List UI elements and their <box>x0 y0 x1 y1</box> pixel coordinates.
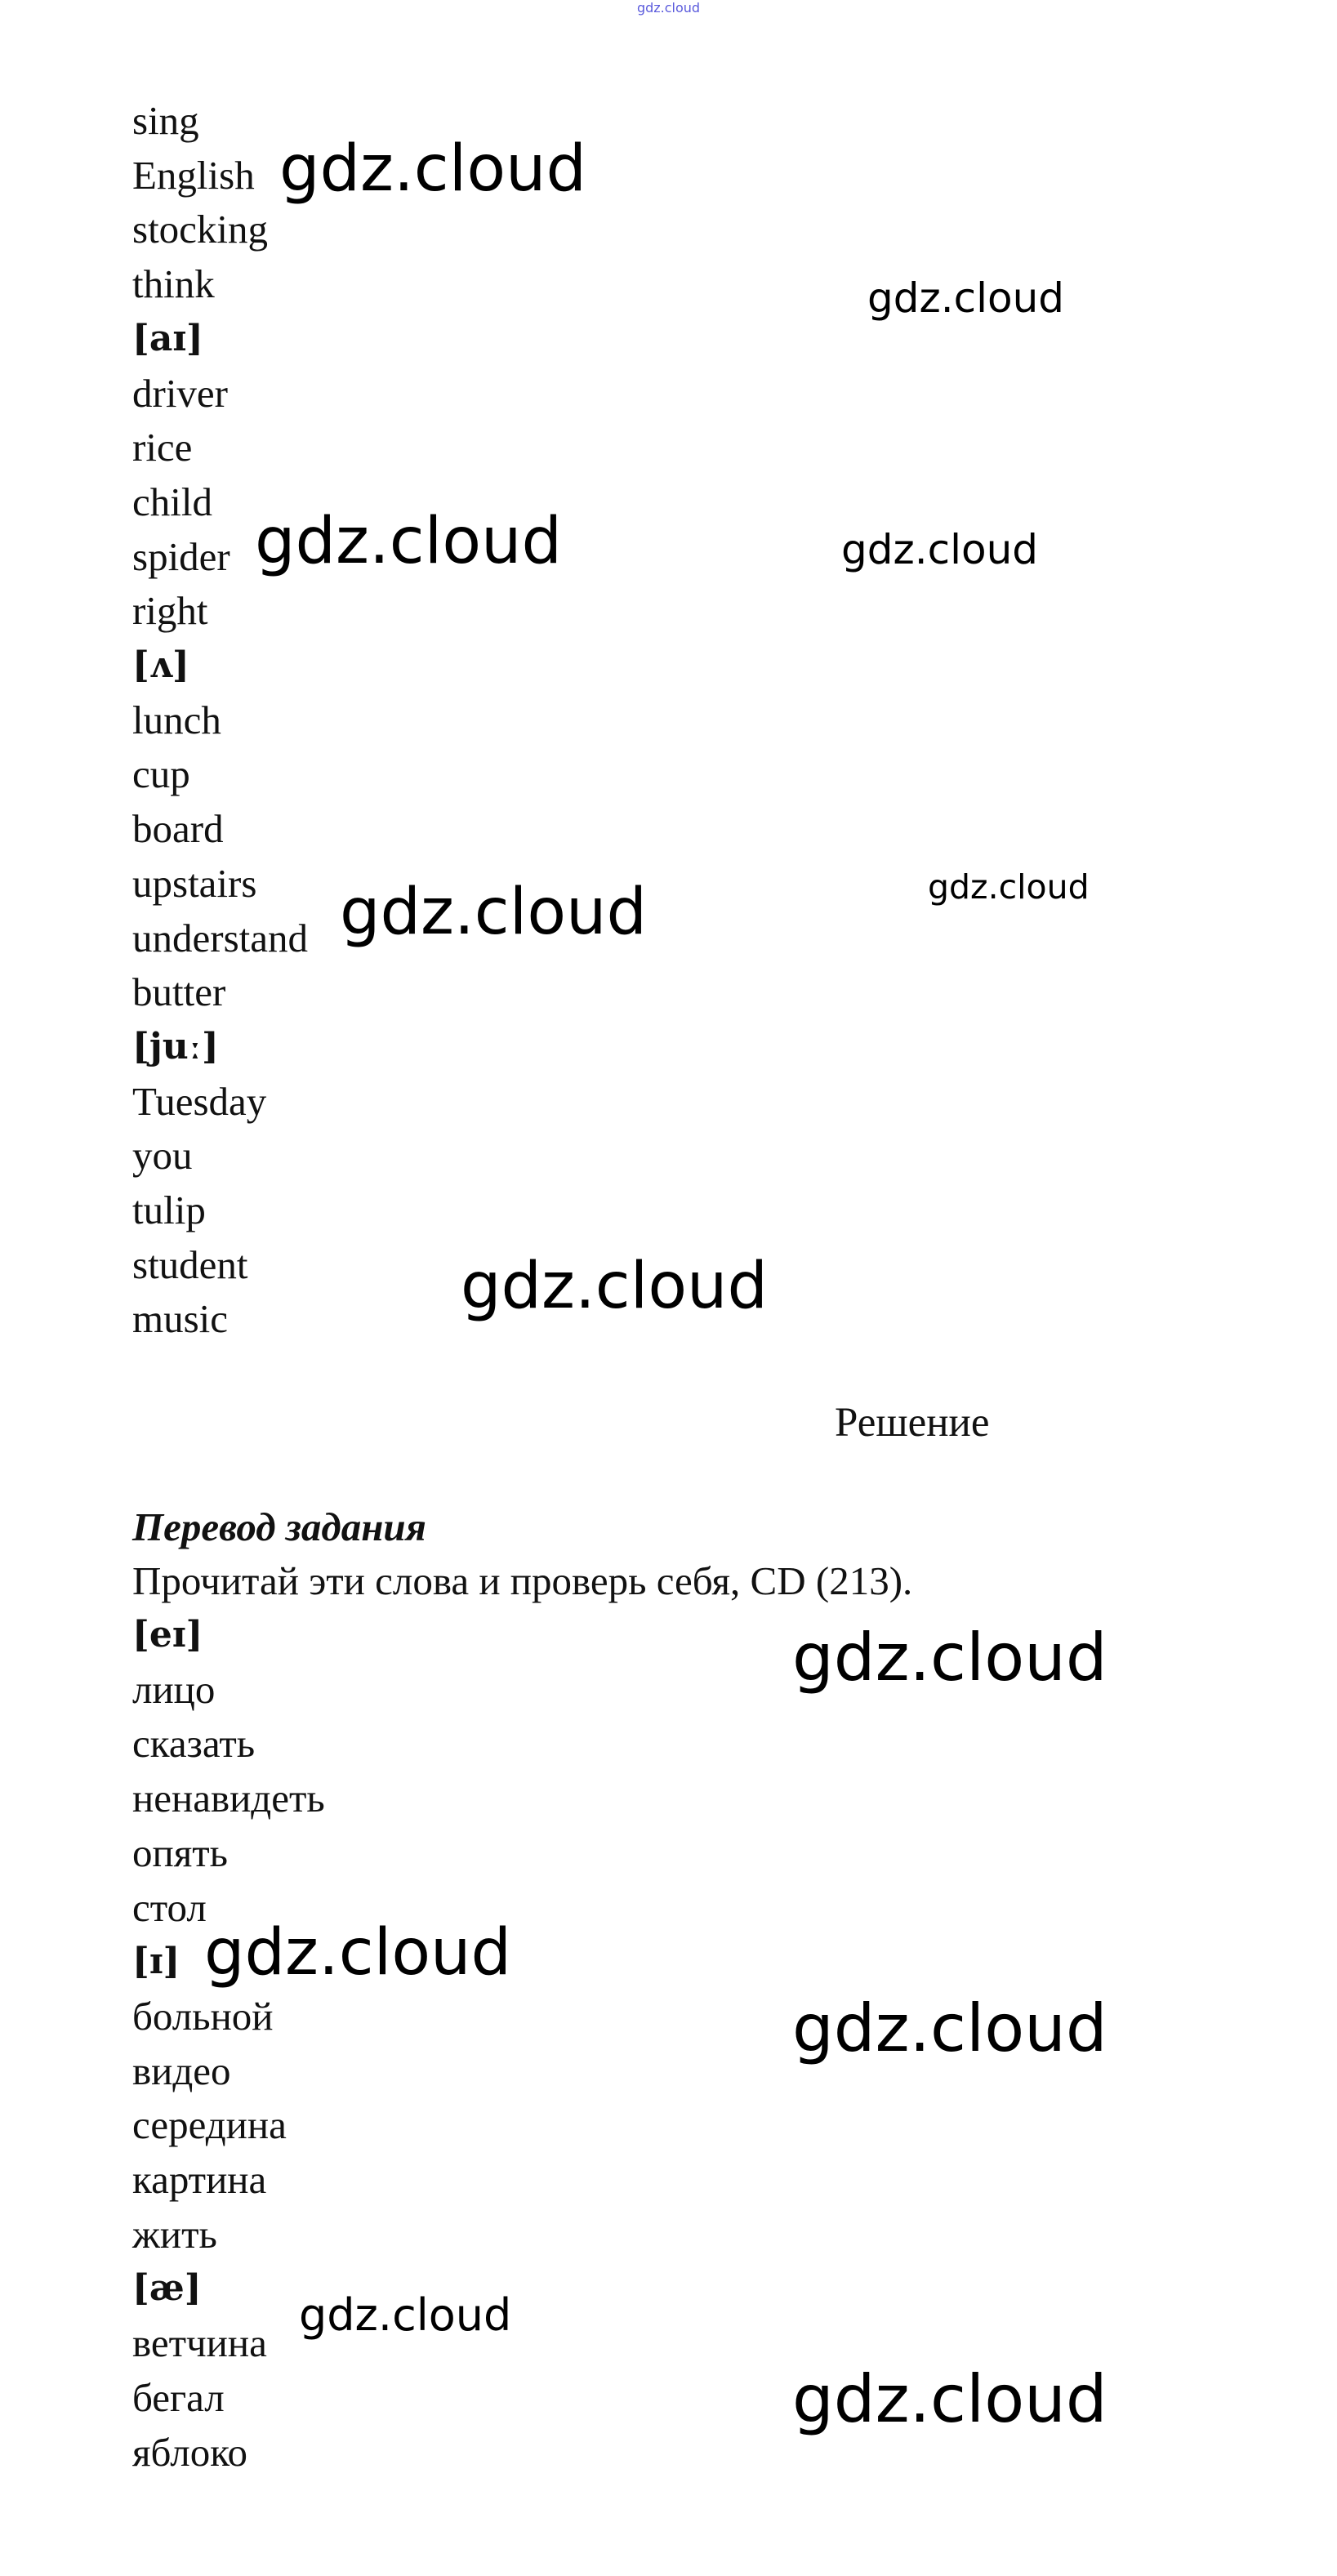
phonetic-header: [juː] <box>132 1025 219 1067</box>
word-item: стол <box>132 1884 207 1930</box>
word-item: жить <box>132 2211 217 2257</box>
word-item: upstairs <box>132 860 257 906</box>
top-watermark: gdz.cloud <box>636 0 701 16</box>
watermark: gdz.cloud <box>867 274 1065 322</box>
word-item: child <box>132 479 212 524</box>
word-item: Tuesday <box>132 1078 267 1124</box>
word-item: ветчина <box>132 2320 267 2366</box>
word-item: картина <box>132 2157 267 2202</box>
word-item: сказать <box>132 1721 256 1767</box>
phonetic-header: [ɪ] <box>132 1941 180 1983</box>
word-item: board <box>132 806 224 852</box>
word-item: English <box>132 152 255 198</box>
watermark: gdz.cloud <box>204 1916 511 1990</box>
word-item: music <box>132 1296 229 1342</box>
word-item: driver <box>132 370 228 416</box>
watermark: gdz.cloud <box>340 876 647 949</box>
word-item: больной <box>132 1993 274 2039</box>
word-item: understand <box>132 915 308 960</box>
word-item: cup <box>132 751 190 797</box>
word-item: лицо <box>132 1666 216 1712</box>
word-item: tulip <box>132 1188 206 1232</box>
word-item: butter <box>132 969 226 1015</box>
word-item: бегал <box>132 2374 225 2420</box>
phonetic-header: [æ] <box>132 2267 202 2310</box>
watermark: gdz.cloud <box>299 2289 512 2341</box>
phonetic-header: [aɪ] <box>132 317 203 359</box>
watermark: gdz.cloud <box>279 132 586 206</box>
watermark: gdz.cloud <box>841 526 1039 573</box>
watermark: gdz.cloud <box>255 505 562 578</box>
word-item: think <box>132 261 215 307</box>
word-item: ненавидеть <box>132 1776 325 1821</box>
word-item: spider <box>132 533 230 579</box>
phonetic-header: [ʌ] <box>132 644 189 686</box>
watermark: gdz.cloud <box>928 867 1090 907</box>
word-item: опять <box>132 1829 229 1875</box>
word-item: lunch <box>132 697 221 742</box>
word-item: you <box>132 1133 193 1179</box>
word-item: student <box>132 1241 248 1287</box>
watermark: gdz.cloud <box>792 2361 1107 2437</box>
word-item: яблоко <box>132 2429 248 2475</box>
word-item: sing <box>132 98 199 143</box>
word-item: rice <box>132 425 193 470</box>
word-item: видео <box>132 2048 231 2093</box>
solution-label: Решение <box>835 1400 990 1446</box>
translation-heading: Перевод задания <box>132 1504 426 1549</box>
watermark: gdz.cloud <box>792 1990 1107 2066</box>
word-item: right <box>132 588 208 634</box>
watermark: gdz.cloud <box>461 1250 768 1323</box>
word-item: stocking <box>132 207 269 252</box>
watermark: gdz.cloud <box>792 1620 1107 1696</box>
translation-instruction: Прочитай эти слова и проверь себя, CD (213). <box>132 1558 913 1603</box>
phonetic-header: [eɪ] <box>132 1614 203 1656</box>
word-item: середина <box>132 2102 287 2148</box>
